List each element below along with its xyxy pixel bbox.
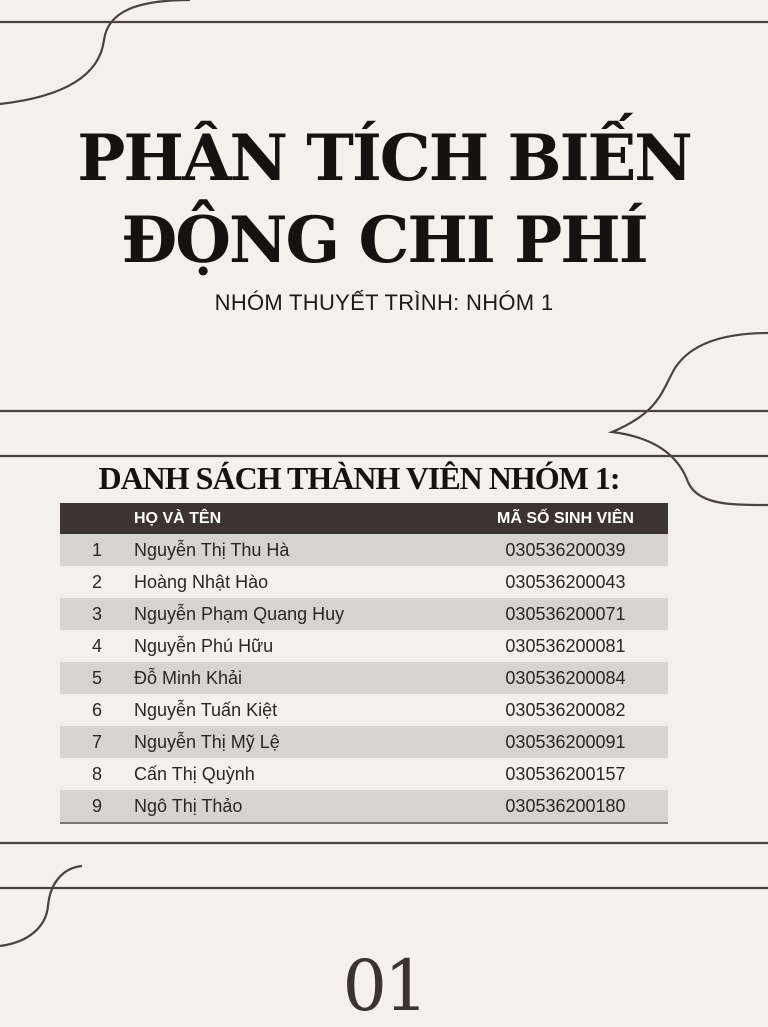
row-number: 9 — [60, 790, 134, 823]
page-number: 01 — [342, 945, 426, 1027]
row-student-id: 030536200091 — [463, 726, 668, 758]
row-student-id: 030536200081 — [463, 630, 668, 662]
subtitle: NHÓM THUYẾT TRÌNH: NHÓM 1 — [214, 290, 554, 315]
table-header-row — [60, 503, 668, 534]
row-name: Nguyễn Tuấn Kiệt — [134, 694, 463, 726]
row-student-id: 030536200071 — [463, 598, 668, 630]
table-row — [60, 694, 668, 726]
row-name: Ngô Thị Thảo — [134, 790, 463, 823]
table-row — [60, 790, 668, 823]
row-student-id: 030536200039 — [463, 534, 668, 566]
row-number: 7 — [60, 726, 134, 758]
page-title — [0, 118, 768, 282]
row-number: 6 — [60, 694, 134, 726]
table-row — [60, 662, 668, 694]
table-row — [60, 598, 668, 630]
row-student-id: 030536200180 — [463, 790, 668, 823]
header-student-id: MÃ SỐ SINH VIÊN — [463, 503, 668, 534]
row-student-id: 030536200043 — [463, 566, 668, 598]
row-number: 1 — [60, 534, 134, 566]
row-student-id: 030536200157 — [463, 758, 668, 790]
row-name: Hoàng Nhật Hào — [134, 566, 463, 598]
row-name: Đỗ Minh Khải — [134, 662, 463, 694]
header-number — [60, 503, 134, 534]
table-row — [60, 534, 668, 566]
title-line-1: PHÂN TÍCH BIẾN — [77, 121, 691, 196]
title-line-2: ĐỘNG CHI PHÍ — [121, 203, 647, 278]
row-name: Nguyễn Phạm Quang Huy — [134, 598, 463, 630]
member-table — [60, 503, 668, 824]
header-name: HỌ VÀ TÊN — [134, 503, 463, 534]
row-name: Nguyễn Thị Mỹ Lệ — [134, 726, 463, 758]
top-left-curve — [0, 0, 190, 104]
table-row — [60, 566, 668, 598]
row-number: 2 — [60, 566, 134, 598]
bottom-left-curve — [0, 866, 82, 946]
row-number: 3 — [60, 598, 134, 630]
row-name: Cấn Thị Quỳnh — [134, 758, 463, 790]
member-list-heading: DANH SÁCH THÀNH VIÊN NHÓM 1: — [98, 460, 620, 496]
row-number: 8 — [60, 758, 134, 790]
row-name: Nguyễn Thị Thu Hà — [134, 534, 463, 566]
row-name: Nguyễn Phú Hữu — [134, 630, 463, 662]
row-student-id: 030536200082 — [463, 694, 668, 726]
row-student-id: 030536200084 — [463, 662, 668, 694]
table-row — [60, 726, 668, 758]
table-row — [60, 758, 668, 790]
row-number: 4 — [60, 630, 134, 662]
table-row — [60, 630, 668, 662]
row-number: 5 — [60, 662, 134, 694]
